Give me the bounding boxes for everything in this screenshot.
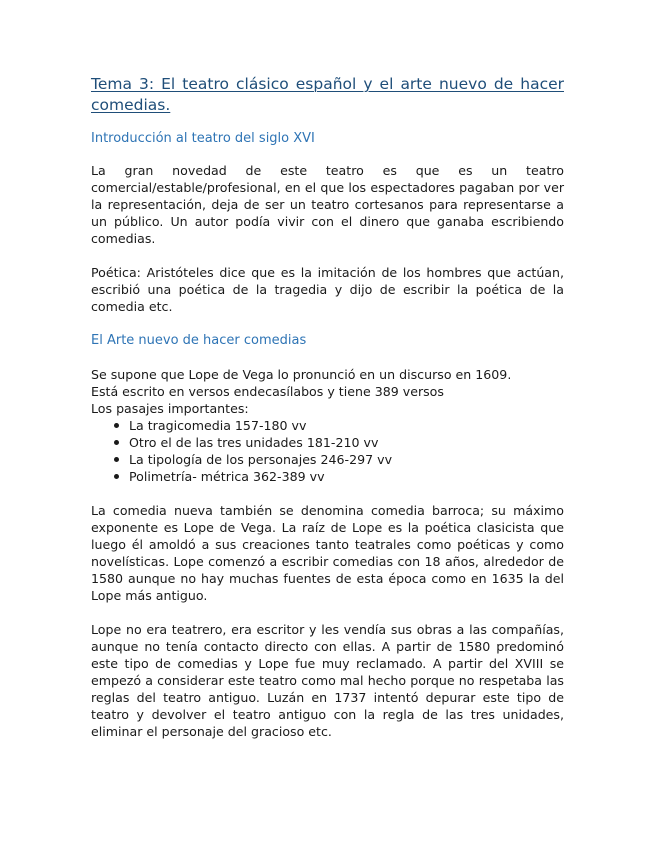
paragraph-novedad: La gran novedad de este teatro es que es un teatro comercial/estable/profesional, en el que los espectadores pagaban por ver la representación, deja de ser un teatro cortesanos para representarse a un público. Un autor podía vivir con el dinero que ganaba escribiendo comedias.	[91, 163, 564, 246]
intro-lines	[91, 366, 564, 417]
paragraph-comedia-nueva: La comedia nueva también se denomina comedia barroca; su máximo exponente es Lope de Vega. La raíz de Lope es la poética clasicista que luego él amoldó a sus creaciones tanto teatrales como poéticas y como novelísticas. Lope comenzó a escribir comedias con 18 años, alrededor de 1580 aunque no hay muchas fuentes de esta época como en 1635 la del Lope más antiguo.	[91, 503, 564, 603]
bullet-icon	[114, 457, 119, 462]
text-line: Se supone que Lope de Vega lo pronunció en un discurso en 1609.	[91, 367, 512, 382]
list-item-text: Otro el de las tres unidades 181-210 vv	[129, 435, 379, 450]
bullet-icon	[114, 440, 119, 445]
list-item	[91, 417, 564, 434]
list-item-text: Polimetría- métrica 362-389 vv	[129, 469, 325, 484]
text-line: Los pasajes importantes:	[91, 401, 249, 416]
text-line: Está escrito en versos endecasílabos y tiene 389 versos	[91, 384, 444, 399]
paragraph-poetica: Poética: Aristóteles dice que es la imitación de los hombres que actúan, escribió una poética de la tragedia y dijo de escribir la poética de la comedia etc.	[91, 265, 564, 314]
list-item-text: La tragicomedia 157-180 vv	[129, 418, 307, 433]
section-heading-introduccion: Introducción al teatro del siglo XVI	[91, 131, 315, 146]
document-title: Tema 3: El teatro clásico español y el arte nuevo de hacer comedias.	[91, 75, 564, 114]
list-item-text: La tipología de los personajes 246-297 vv	[129, 452, 393, 467]
bullet-icon	[114, 474, 119, 479]
list-item	[91, 434, 564, 451]
paragraph-lope-escritor: Lope no era teatrero, era escritor y les vendía sus obras a las compañías, aunque no tenía contacto directo con ellas. A partir de 1580 predominó este tipo de comedias y Lope fue muy reclamado. A partir del XVIII se empezó a considerar este teatro como mal hecho porque no respetaba las reglas del teatro antiguo. Luzán en 1737 intentó depurar este tipo de teatro y devolver el teatro antiguo con la regla de las tres unidades, eliminar el personaje del gracioso etc.	[91, 622, 564, 739]
list-item	[91, 468, 564, 485]
list-item	[91, 451, 564, 468]
passages-list	[91, 417, 564, 485]
section-heading-arte-nuevo: El Arte nuevo de hacer comedias	[91, 333, 307, 348]
document-page	[91, 74, 564, 740]
bullet-icon	[114, 423, 119, 428]
